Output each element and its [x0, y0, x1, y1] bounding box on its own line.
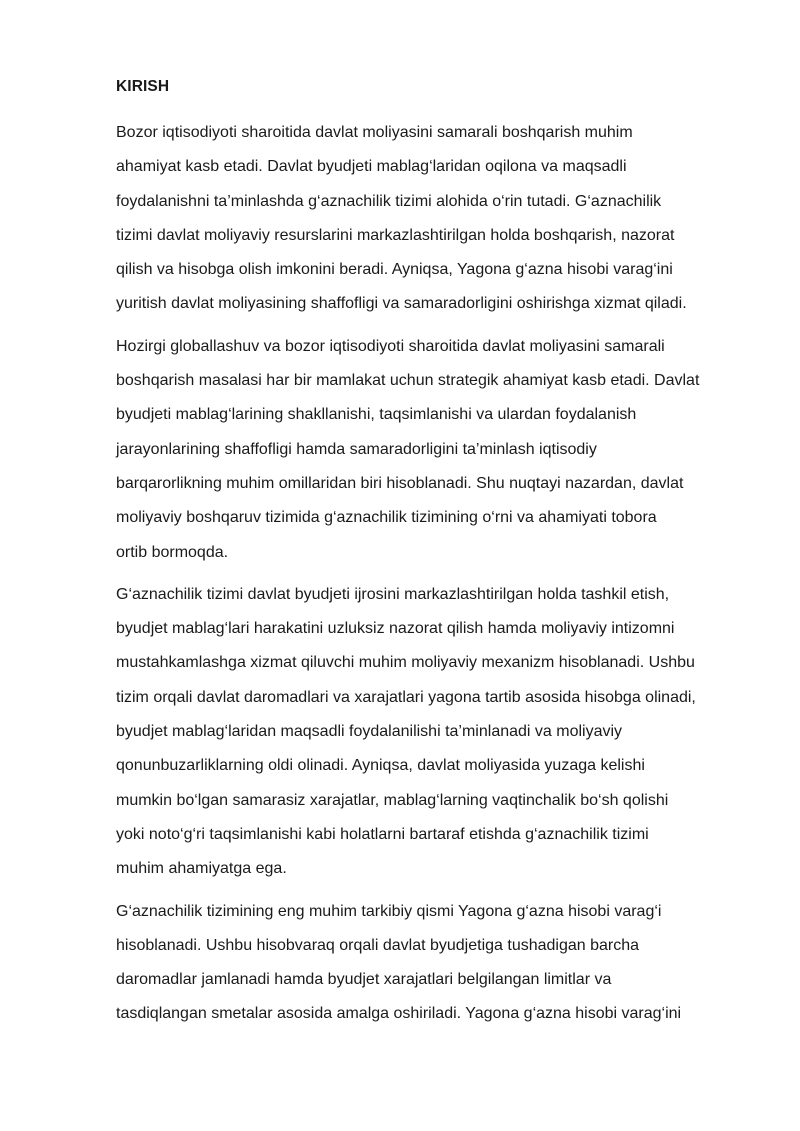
paragraph-3: [116, 578, 740, 887]
text-line: hisoblanadi. Ushbu hisobvaraq orqali davlat byudjetiga tushadigan barcha: [116, 936, 640, 954]
text-line: G‘aznachilik tizimining eng muhim tarkibiy qismi Yagona g‘azna hisobi varag‘i: [116, 902, 662, 920]
paragraph-4: [116, 895, 740, 1032]
text-line: tizimi davlat moliyaviy resurslarini markazlashtirilgan holda boshqarish, nazorat: [116, 226, 675, 244]
text-line: mumkin bo‘lgan samarasiz xarajatlar, mablag‘larning vaqtinchalik bo‘sh qolishi: [116, 791, 669, 809]
text-line: daromadlar jamlanadi hamda byudjet xarajatlari belgilangan limitlar va: [116, 971, 612, 989]
paragraph-1: [116, 116, 740, 322]
text-line: muhim ahamiyatga ega.: [116, 860, 287, 878]
text-line: yoki noto‘g‘ri taqsimlanishi kabi holatlarni bartaraf etishda g‘aznachilik tizimi: [116, 825, 649, 843]
text-line: tasdiqlangan smetalar asosida amalga oshiriladi. Yagona g‘azna hisobi varag‘ini: [116, 1005, 682, 1023]
text-line: yuritish davlat moliyasining shaffofligi va samaradorligini oshirishga xizmat qiladi.: [116, 295, 687, 313]
text-line: boshqarish masalasi har bir mamlakat uchun strategik ahamiyat kasb etadi. Davlat: [116, 372, 700, 390]
text-line: G‘aznachilik tizimi davlat byudjeti ijrosini markazlashtirilgan holda tashkil etish,: [116, 585, 670, 603]
text-line: tizim orqali davlat daromadlari va xarajatlari yagona tartib asosida hisobga olinadi,: [116, 688, 696, 706]
text-line: foydalanishni ta’minlashda g‘aznachilik tizimi alohida o‘rin tutadi. G‘aznachilik: [116, 192, 662, 210]
text-line: qonunbuzarliklarning oldi olinadi. Ayniqsa, davlat moliyasida yuzaga kelishi: [116, 757, 645, 775]
text-line: Bozor iqtisodiyoti sharoitida davlat moliyasini samarali boshqarish muhim: [116, 124, 633, 141]
text-line: byudjeti mablag‘larining shakllanishi, taqsimlanishi va ulardan foydalanish: [116, 406, 637, 424]
paragraph-2: [116, 330, 740, 570]
text-line: moliyaviy boshqaruv tizimida g‘aznachilik tizimining o‘rni va ahamiyati tobora: [116, 509, 657, 527]
text-line: ortib bormoqda.: [116, 543, 229, 561]
section-heading: KIRISH: [116, 78, 170, 95]
text-line: jarayonlarining shaffofligi hamda samaradorligini ta’minlash iqtisodiy: [116, 440, 597, 458]
text-line: byudjet mablag‘laridan maqsadli foydalanilishi ta’minlanadi va moliyaviy: [116, 723, 623, 741]
text-line: Hozirgi globallashuv va bozor iqtisodiyoti sharoitida davlat moliyasini samarali: [116, 337, 665, 355]
text-line: barqarorlikning muhim omillaridan biri hisoblanadi. Shu nuqtayi nazardan, davlat: [116, 474, 684, 492]
text-line: byudjet mablag‘lari harakatini uzluksiz nazorat qilish hamda moliyaviy intizomni: [116, 620, 675, 638]
text-line: ahamiyat kasb etadi. Davlat byudjeti mablag‘laridan oqilona va maqsadli: [116, 158, 627, 176]
text-line: qilish va hisobga olish imkonini beradi. Ayniqsa, Yagona g‘azna hisobi varag‘ini: [116, 261, 673, 279]
text-line: mustahkamlashga xizmat qiluvchi muhim moliyaviy mexanizm hisoblanadi. Ushbu: [116, 654, 695, 672]
